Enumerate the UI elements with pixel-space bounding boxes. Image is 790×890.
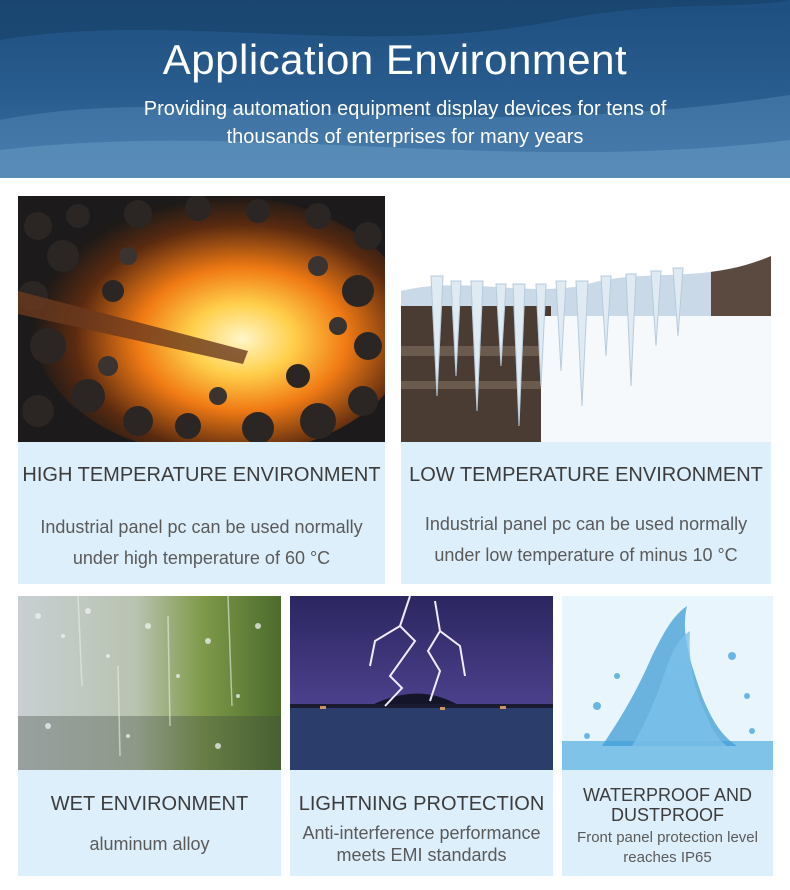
lightning-sea-photo bbox=[290, 596, 553, 770]
page-subtitle: Providing automation equipment display devices for tens of thousands of enterprises for many years bbox=[143, 98, 667, 148]
page-title: Application Environment bbox=[162, 36, 628, 83]
card-description: Industrial panel pc can be used normally under high temperature of 60 °C bbox=[40, 517, 363, 568]
card-high-temperature bbox=[18, 196, 385, 584]
card-title: LOW TEMPERATURE ENVIRONMENT bbox=[409, 464, 763, 486]
card-low-temperature bbox=[401, 196, 771, 584]
card-wet-environment bbox=[18, 596, 281, 876]
rainy-window-photo bbox=[18, 596, 281, 770]
header-wave-decoration bbox=[0, 0, 790, 178]
water-splash-photo bbox=[562, 596, 773, 770]
card-title: LIGHTNING PROTECTION bbox=[298, 793, 545, 815]
fire-coals-photo bbox=[18, 196, 385, 442]
header-banner bbox=[0, 0, 790, 178]
card-description: aluminum alloy bbox=[89, 834, 210, 854]
card-lightning-protection bbox=[290, 596, 553, 876]
card-title: WATERPROOF AND DUSTPROOF bbox=[582, 785, 752, 825]
card-description: Industrial panel pc can be used normally under low temperature of minus 10 °C bbox=[424, 514, 748, 565]
card-waterproof-dustproof bbox=[562, 596, 773, 876]
card-description: Front panel protection level reaches IP65 bbox=[577, 829, 758, 866]
card-title: HIGH TEMPERATURE ENVIRONMENT bbox=[22, 464, 381, 486]
card-description: Anti-interference performance meets EMI standards bbox=[302, 823, 541, 865]
icicles-snow-photo bbox=[401, 196, 771, 442]
card-title: WET ENVIRONMENT bbox=[50, 793, 249, 815]
